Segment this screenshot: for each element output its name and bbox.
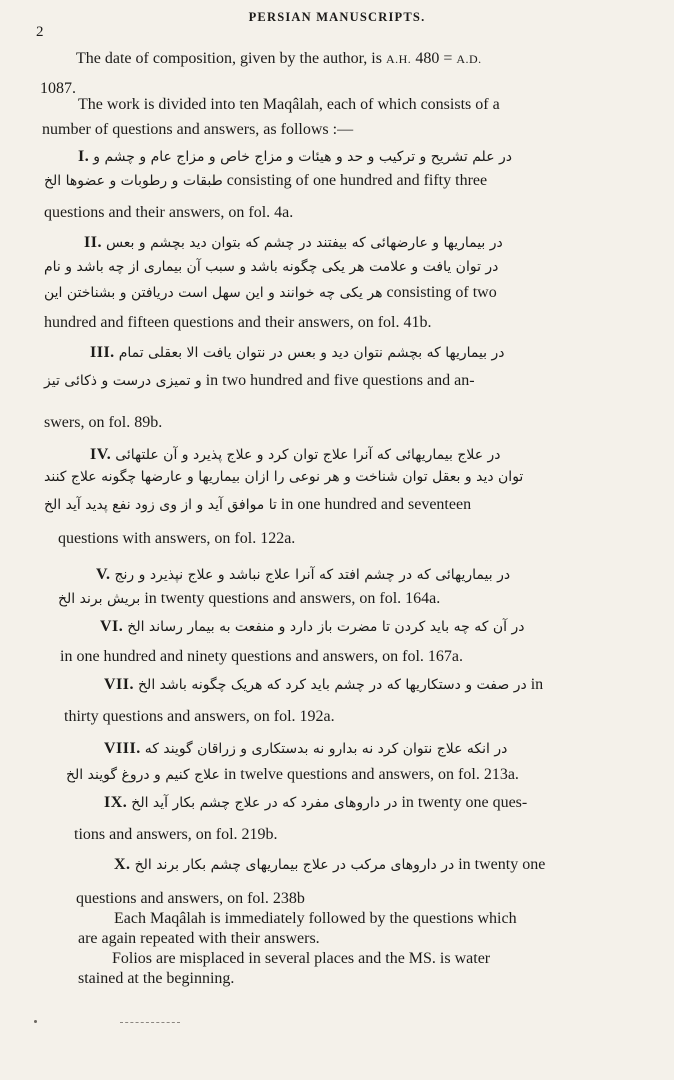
maqalah-VI-line-2: in one hundred and ninety questions and answers, on fol. 167a. bbox=[60, 648, 464, 665]
maqalah-numeral: II. bbox=[84, 234, 102, 251]
maqalah-description: consisting of two bbox=[386, 284, 497, 301]
maqalah-numeral: VII. bbox=[104, 676, 135, 693]
persian-text: در بیماریهائی که در چشم افتد که آنرا علاج نباشد و علاج نپذیرد و رنج bbox=[114, 567, 511, 583]
maqalah-V-line-1 bbox=[96, 566, 510, 584]
date-value: 480 = bbox=[415, 50, 453, 67]
persian-text: طبقات و رطوبات و عضوها الخ bbox=[44, 173, 223, 189]
persian-text: در علاج بیماریهائی که آنرا علاج توان کرد و علاج پذیرد و آن علتهائی bbox=[115, 447, 501, 463]
persian-text: در انکه علاج نتوان کرد نه بدارو نه بدستکاری و زراقان گویند که bbox=[144, 741, 508, 757]
intro-division-line: The work is divided into ten Maqâlah, each of which consists of a bbox=[78, 96, 500, 113]
closing-line-4: stained at the beginning. bbox=[78, 970, 235, 987]
maqalah-VII-line-2: thirty questions and answers, on fol. 192a. bbox=[64, 708, 335, 725]
maqalah-IV-line-4: questions with answers, on fol. 122a. bbox=[58, 530, 296, 547]
maqalah-X-line-2: questions and answers, on fol. 238b bbox=[76, 890, 305, 907]
persian-text: در علم تشریح و ترکیب و حد و هیئات و مزاج خاص و مزاج عام و چشم و bbox=[93, 149, 512, 165]
maqalah-description: consisting of one hundred and fifty three bbox=[226, 172, 488, 189]
persian-text: در آن که چه باید کردن تا مضرت باز دارد و منفعت به بیمار رساند الخ bbox=[127, 619, 525, 635]
intro-division-line-2: number of questions and answers, as follows :— bbox=[42, 121, 354, 138]
maqalah-description: in bbox=[530, 676, 544, 693]
maqalah-II-line-2 bbox=[44, 258, 498, 276]
maqalah-VIII-line-1 bbox=[104, 740, 507, 758]
maqalah-description: in twenty questions and answers, on fol. 164a. bbox=[144, 590, 441, 607]
page-number: 2 bbox=[36, 24, 44, 40]
maqalah-numeral: IV. bbox=[90, 446, 112, 463]
date-ad: A.D. bbox=[456, 52, 482, 66]
persian-text: هر یکی چه خوانند و این سهل است دریافتن و بشناختن این bbox=[44, 285, 383, 301]
maqalah-numeral: I. bbox=[78, 148, 90, 165]
persian-text: و تمیزی درست و ذکائی تیز bbox=[44, 373, 202, 389]
maqalah-VI-line-1 bbox=[100, 618, 525, 636]
maqalah-IX-line-1 bbox=[104, 794, 527, 812]
maqalah-numeral: VI. bbox=[100, 618, 124, 635]
maqalah-IX-line-2: tions and answers, on fol. 219b. bbox=[74, 826, 278, 843]
date-ah: A.H. bbox=[385, 52, 412, 66]
persian-text: در توان یافت و علامت هر یکی چگونه باشد و سبب آن بیماری از چه باشد و نام bbox=[44, 259, 499, 275]
maqalah-description: in twenty one bbox=[458, 856, 546, 873]
persian-text: در بیماریها و عارضهائی که بیفتند در چشم که بتوان دید بچشم و بعس bbox=[105, 235, 503, 251]
persian-text: بریش برند الخ bbox=[58, 591, 141, 607]
closing-line-3: Folios are misplaced in several places and the MS. is water bbox=[112, 950, 491, 967]
maqalah-X-line-1 bbox=[114, 856, 545, 874]
maqalah-V-line-2 bbox=[58, 590, 440, 608]
maqalah-III-line-3: swers, on fol. 89b. bbox=[44, 414, 163, 431]
maqalah-II-line-3 bbox=[44, 284, 497, 302]
maqalah-II-line-1 bbox=[84, 234, 503, 252]
maqalah-I-line-3: questions and their answers, on fol. 4a. bbox=[44, 204, 294, 221]
intro-date-text: The date of composition, given by the author, is bbox=[76, 50, 382, 67]
maqalah-description: in twenty one ques- bbox=[401, 794, 528, 811]
persian-text: در داروهای مرکب در علاج بیماریهای چشم بکار برند الخ bbox=[134, 857, 455, 873]
maqalah-numeral: VIII. bbox=[104, 740, 141, 757]
persian-text: در داروهای مفرد که در علاج چشم بکار آید الخ bbox=[131, 795, 398, 811]
persian-text: در بیماریها که بچشم نتوان دید و بعس در نتوان یافت الا بعقلی تمام bbox=[118, 345, 505, 361]
maqalah-numeral: III. bbox=[90, 344, 115, 361]
maqalah-description: in two hundred and five questions and an- bbox=[205, 372, 475, 389]
maqalah-numeral: X. bbox=[114, 856, 131, 873]
maqalah-IV-line-3 bbox=[44, 496, 471, 514]
ink-spot bbox=[34, 1020, 37, 1023]
maqalah-III-line-1 bbox=[90, 344, 505, 362]
maqalah-numeral: V. bbox=[96, 566, 111, 583]
page-smudge bbox=[120, 1022, 180, 1024]
maqalah-IV-line-1 bbox=[90, 446, 501, 464]
maqalah-IV-line-2 bbox=[44, 468, 523, 486]
maqalah-numeral: IX. bbox=[104, 794, 128, 811]
intro-date-line bbox=[76, 50, 482, 68]
running-title: PERSIAN MANUSCRIPTS. bbox=[248, 10, 426, 24]
persian-text: علاج کنیم و دروغ گویند الخ bbox=[66, 767, 220, 783]
maqalah-description: in one hundred and seventeen bbox=[280, 496, 472, 513]
persian-text: تا موافق آید و از وی زود نفع پدید آید الخ bbox=[44, 497, 277, 513]
closing-line-1: Each Maqâlah is immediately followed by the questions which bbox=[114, 910, 517, 927]
maqalah-description: in twelve questions and answers, on fol. 213a. bbox=[223, 766, 519, 783]
persian-text: در صفت و دستکاریها که در چشم باید کرد که هریک چگونه باشد الخ bbox=[138, 677, 527, 693]
maqalah-III-line-2 bbox=[44, 372, 475, 390]
maqalah-II-line-4: hundred and fifteen questions and their answers, on fol. 41b. bbox=[44, 314, 432, 331]
maqalah-VIII-line-2 bbox=[66, 766, 519, 784]
maqalah-VII-line-1 bbox=[104, 676, 543, 694]
persian-text: توان دید و بعقل توان شناخت و هر نوعی را ازان بیماریها و عارضها چگونه علاج کنند bbox=[44, 469, 524, 485]
maqalah-I-line-2 bbox=[44, 172, 487, 190]
closing-line-2: are again repeated with their answers. bbox=[78, 930, 320, 947]
maqalah-I-line-1 bbox=[78, 148, 512, 166]
intro-date-year: 1087. bbox=[40, 80, 76, 97]
